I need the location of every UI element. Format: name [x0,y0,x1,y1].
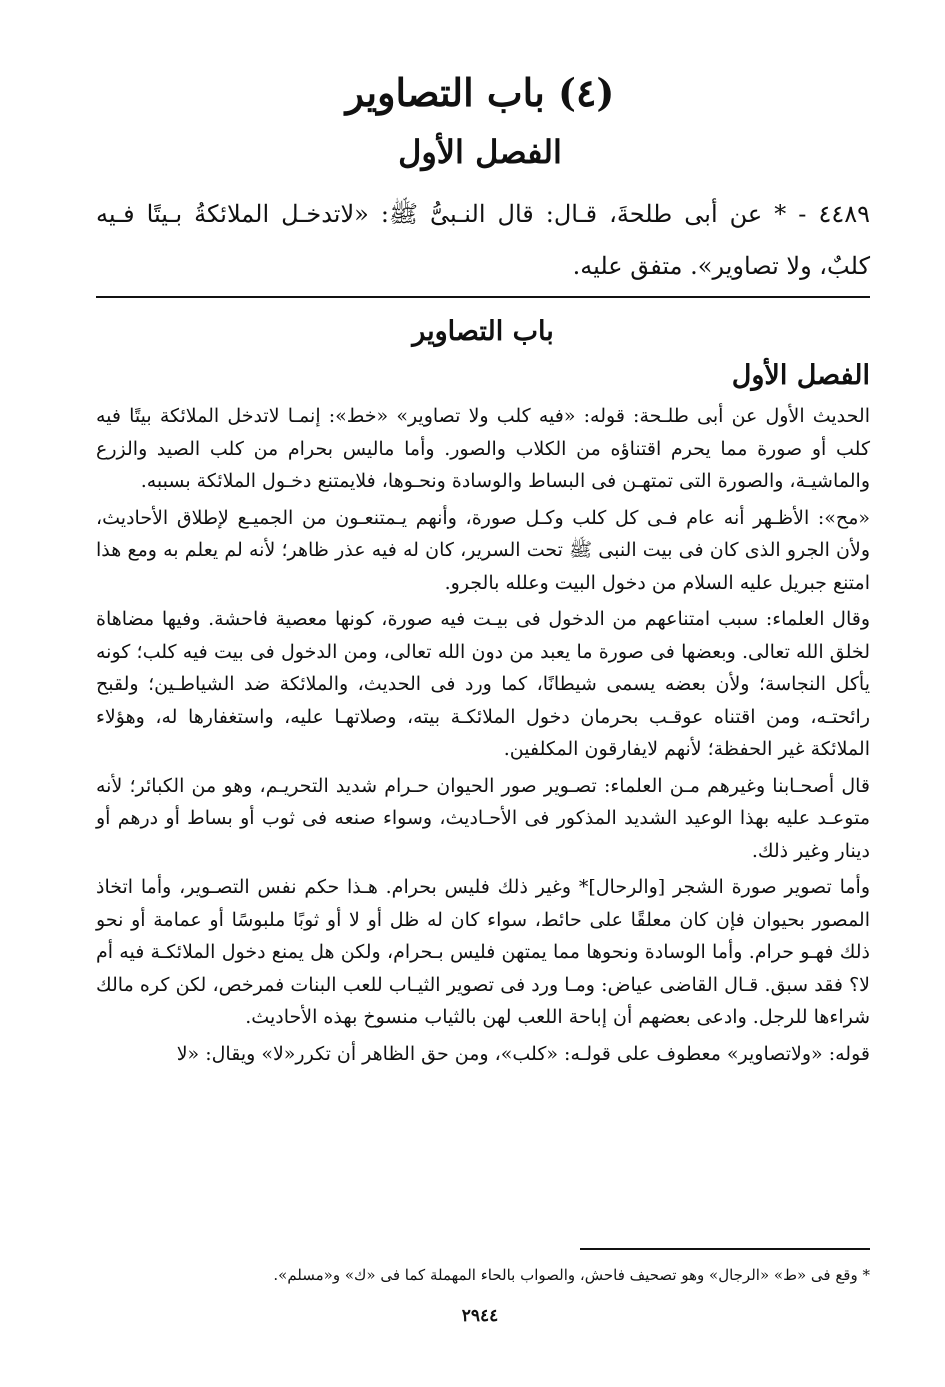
section-title: الفصل الأول [398,133,562,171]
hadith-text: ٤٤٨٩ - * عن أبى طلحةَ، قـال: قال النـبىُّ ﷺ: «لاتدخـل الملائكةُ بـيتًا فـيه كلبٌ، ولا تصاوير». متفق عليه. [96,200,870,280]
commentary-chapter-title: باب التصاوير [412,316,554,347]
commentary-paragraph: قوله: «ولاتصاوير» معطوف على قولـه: «كلب»، ومن حق الظاهر أن تكرر«لا» ويقال: «لا [176,1042,870,1065]
commentary-paragraph: «مح»: الأظـهر أنه عام فـى كل كلب وكـل صورة، وأنهم يـمتنعـون من الجميـع لإطلاق الأحاديث، ولأن الجرو الذى كان فى بيت النبى ﷺ تحت السرير، كان له فيه عذر ظاهر؛ لأنه لم يعلم به ومع هذا امتنع جبريل عليه السلام من دخول البيت وعلله بالجرو. [96,506,870,594]
commentary-paragraph: قال أصحـابنا وغيرهم مـن العلماء: تصـوير صور الحيوان حـرام شديد التحريـم، وهو من الكبائر؛ لأنه متوعـد عليه بهذا الوعيد الشديد المذكور فى الأحـاديث، وسواء صنعه فى ثوب أو بساط أو درهم أو دينار وغير ذلك. [96,774,870,862]
commentary-body [96,400,870,1074]
commentary-paragraph: وقال العلماء: سبب امتناعهم من الدخول فى بيـت فيه صورة، كونها معصية فاحشة. وفيها مضاهاة لخلق الله تعالى. وبعضها فى صورة ما يعبد من دون الله تعالى، ومن الدخول فى بيت فيه كلب؛ كونه يأكل النجاسة؛ ولأن بعضه يسمى شيطانًا، كما ورد فى الحديث، والملائكة ضد الشياطـين؛ ولقبح رائحتـه، ومن اقتناه عوقـب بحرمان دخول الملائكـة بيته، وصلاتهـا عليه، واستغفارها له، وهؤلاء الملائكة غير الحفظة؛ لأنهم لايفارقون المكلفين. [96,608,870,760]
chapter-title: (٤) باب التصاوير [345,70,615,115]
footnote-divider [580,1248,870,1250]
divider-line [96,296,870,298]
commentary-paragraph: وأما تصوير صورة الشجر [والرحال]* وغير ذلك فليس بحرام. هـذا حكم نفس التصـوير، وأما اتخاذ المصور بحيوان فإن كان معلقًا على حائط، سواء كان له ظل أو لا أو ثوبًا ملبوسًا أو عمامة أو نحو ذلك فهـو حرام. وأما الوسادة ونحوها مما يمتهن فليس بـحرام، ولكن هل يمنع دخول الملائكـة فيه أم لا؟ فقد سبق. قـال القاضى عياض: ومـا ورد فى تصوير الثيـاب للعب البنات فمرخص، لكن كره مالك شراءها للرجل. وادعى بعضهم أن إباحة اللعب لهن بالثياب منسوخ بهذه الأحاديث. [96,876,870,1028]
footnote: * وقع فى «ط» «الرجال» وهو تصحيف فاحش، والصواب بالحاء المهملة كما فى «ك» و«مسلم». [273,1266,870,1284]
page-number: ٢٩٤٤ [461,1306,499,1326]
commentary-paragraph: الحديث الأول عن أبى طلـحة: قوله: «فيه كلب ولا تصاوير» «خط»: إنمـا لاتدخل الملائكة بيتًا فيه كلب أو صورة مما يحرم اقتناؤه من الكلاب والصور. وأما ماليس بحرام من كلب الصيد والزرع والماشيـة، والصورة التى تمتهـن فى البساط والوسادة ونحـوها، فلايمتنع دخـول الملائكة بسببه. [96,405,870,492]
commentary-section-title: الفصل الأول [731,360,870,391]
